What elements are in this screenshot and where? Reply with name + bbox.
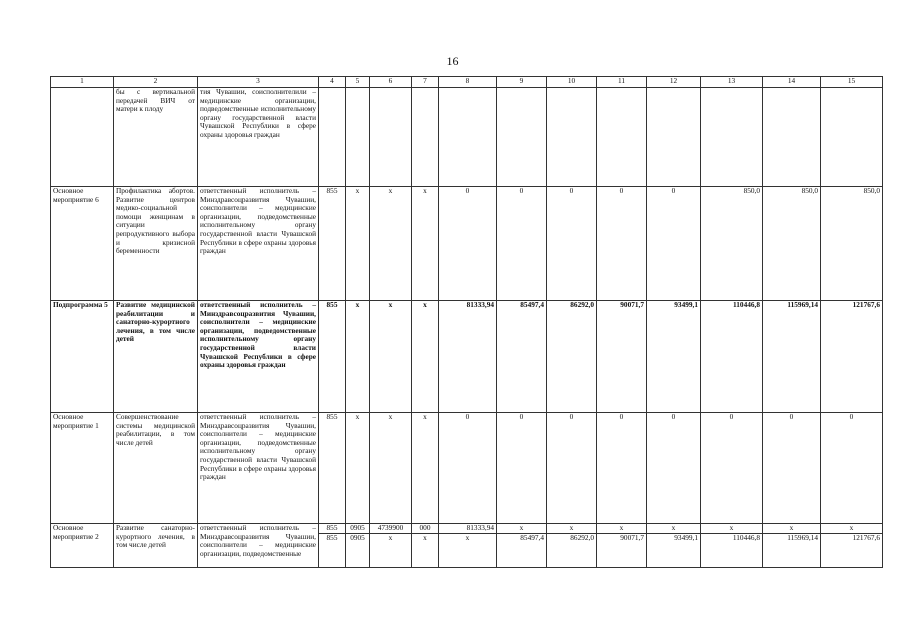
rzpr-cell: x	[346, 187, 370, 301]
amount-cell	[597, 88, 647, 187]
vr-cell: x	[412, 534, 439, 568]
page-number: 16	[446, 54, 459, 68]
amount-cell: 0	[763, 413, 821, 524]
header-cell: 1	[51, 77, 114, 88]
csr-cell: 4739900	[370, 524, 412, 534]
rzpr-cell: 0905	[346, 534, 370, 568]
event-name-cell: Подпрограмма 5	[51, 301, 114, 413]
event-title-cell: Развитие медицинской реабилитации и санаторно-курортного лечения, в том числе детей	[114, 301, 198, 413]
amount-cell: 0	[497, 187, 547, 301]
header-cell: 13	[701, 77, 763, 88]
event-name-cell: Основное мероприятие 6	[51, 187, 114, 301]
amount-cell: 0	[497, 413, 547, 524]
amount-cell	[497, 88, 547, 187]
event-title-cell: Развитие санаторно-курортного лечения, в том числе детей	[114, 524, 198, 568]
event-title-cell: Профилактика абортов. Развитие центров медико-социальной помощи женщинам в ситуации репродуктивного выбора и кризисной беременности	[114, 187, 198, 301]
amount-cell: 0	[597, 413, 647, 524]
executor-cell: ответственный исполнитель – Минздравсоцразвития Чувашии, соисполнители – медицинские организации, подведомственные исполнительному органу государственной власти Чувашской Республики в сфере охраны здоровья граждан	[198, 187, 319, 301]
amount-cell: 850,0	[821, 187, 883, 301]
amount-cell: 850,0	[701, 187, 763, 301]
header-cell: 8	[439, 77, 497, 88]
header-cell: 5	[346, 77, 370, 88]
header-cell: 14	[763, 77, 821, 88]
header-cell: 2	[114, 77, 198, 88]
header-cell: 6	[370, 77, 412, 88]
amount-cell	[821, 88, 883, 187]
rzpr-cell	[346, 88, 370, 187]
event-title-cell: бы с вертикальной передачей ВИЧ от матери к плоду	[114, 88, 198, 187]
event-title-cell: Совершенствование системы медицинской реабилитации, в том числе детей	[114, 413, 198, 524]
amount-cell: x	[597, 524, 647, 534]
amount-cell: 121767,6	[821, 301, 883, 413]
grbs-cell: 855	[319, 187, 346, 301]
rzpr-cell: x	[346, 301, 370, 413]
amount-cell: 0	[547, 187, 597, 301]
table-row-om6	[51, 187, 883, 301]
grbs-cell: 855	[319, 534, 346, 568]
amount-cell: x	[647, 524, 701, 534]
amount-cell: 90071,7	[597, 534, 647, 568]
amount-cell: 115969,14	[763, 301, 821, 413]
header-cell: 7	[412, 77, 439, 88]
amount-cell: 110446,8	[701, 534, 763, 568]
csr-cell: x	[370, 413, 412, 524]
header-cell: 4	[319, 77, 346, 88]
amount-cell: 86292,0	[547, 534, 597, 568]
rzpr-cell: x	[346, 413, 370, 524]
amount-cell	[547, 88, 597, 187]
amount-cell: 115969,14	[763, 534, 821, 568]
amount-cell: 121767,6	[821, 534, 883, 568]
table-row-pp5	[51, 301, 883, 413]
amount-cell: 0	[597, 187, 647, 301]
header-row	[51, 77, 883, 88]
amount-cell: 0	[439, 413, 497, 524]
amount-cell: 0	[547, 413, 597, 524]
amount-cell	[701, 88, 763, 187]
vr-cell: x	[412, 187, 439, 301]
amount-cell: 85497,4	[497, 301, 547, 413]
header-cell: 11	[597, 77, 647, 88]
grbs-cell: 855	[319, 524, 346, 534]
amount-cell	[647, 88, 701, 187]
amount-cell: x	[497, 524, 547, 534]
vr-cell: x	[412, 413, 439, 524]
amount-cell	[763, 88, 821, 187]
csr-cell: x	[370, 187, 412, 301]
executor-cell: ответственный исполнитель – Минздравсоцразвития Чувашии, соисполнители – медицинские организации, подведомственные	[198, 524, 319, 568]
header-cell: 3	[198, 77, 319, 88]
vr-cell: x	[412, 301, 439, 413]
amount-cell: 81333,94	[439, 301, 497, 413]
header-cell: 9	[497, 77, 547, 88]
grbs-cell: 855	[319, 413, 346, 524]
amount-cell: 85497,4	[497, 534, 547, 568]
executor-cell: ответственный исполнитель – Минздравсоцразвития Чувашии, соисполнители – медицинские организации, подведомственные исполнительному органу государственной власти Чувашской Республики в сфере охраны здоровья граждан	[198, 413, 319, 524]
amount-cell: x	[763, 524, 821, 534]
csr-cell: x	[370, 534, 412, 568]
vr-cell: 000	[412, 524, 439, 534]
table-row-om2-a	[51, 524, 883, 534]
table-row-continued	[51, 88, 883, 187]
amount-cell: 110446,8	[701, 301, 763, 413]
amount-cell: 0	[821, 413, 883, 524]
header-cell: 10	[547, 77, 597, 88]
amount-cell: 0	[701, 413, 763, 524]
amount-cell: 90071,7	[597, 301, 647, 413]
amount-cell: 0	[439, 187, 497, 301]
event-name-cell: Основное мероприятие 1	[51, 413, 114, 524]
amount-cell: 86292,0	[547, 301, 597, 413]
csr-cell	[370, 88, 412, 187]
header-cell: 15	[821, 77, 883, 88]
amount-cell: 93499,1	[647, 534, 701, 568]
amount-cell: 93499,1	[647, 301, 701, 413]
grbs-cell	[319, 88, 346, 187]
executor-cell: тия Чувашии, соисполнителили – медицинские организации, подведомственные исполнительному органу государственной власти Чувашской Республики в сфере охраны здоровья граждан	[198, 88, 319, 187]
csr-cell: x	[370, 301, 412, 413]
budget-table	[50, 76, 883, 568]
rzpr-cell: 0905	[346, 524, 370, 534]
event-name-cell	[51, 88, 114, 187]
amount-cell: 81333,94	[439, 524, 497, 534]
amount-cell	[439, 88, 497, 187]
amount-cell: 0	[647, 413, 701, 524]
executor-cell: ответственный исполнитель – Минздравсоцразвития Чувашии, соисполнители – медицинские организации, подведомственные исполнительному органу государственной власти Чувашской Республики в сфере охраны здоровья граждан	[198, 301, 319, 413]
amount-cell: x	[439, 534, 497, 568]
amount-cell: x	[821, 524, 883, 534]
amount-cell: x	[701, 524, 763, 534]
header-cell: 12	[647, 77, 701, 88]
event-name-cell: Основное мероприятие 2	[51, 524, 114, 568]
amount-cell: 0	[647, 187, 701, 301]
grbs-cell: 855	[319, 301, 346, 413]
vr-cell	[412, 88, 439, 187]
table-row-om1	[51, 413, 883, 524]
amount-cell: 850,0	[763, 187, 821, 301]
amount-cell: x	[547, 524, 597, 534]
